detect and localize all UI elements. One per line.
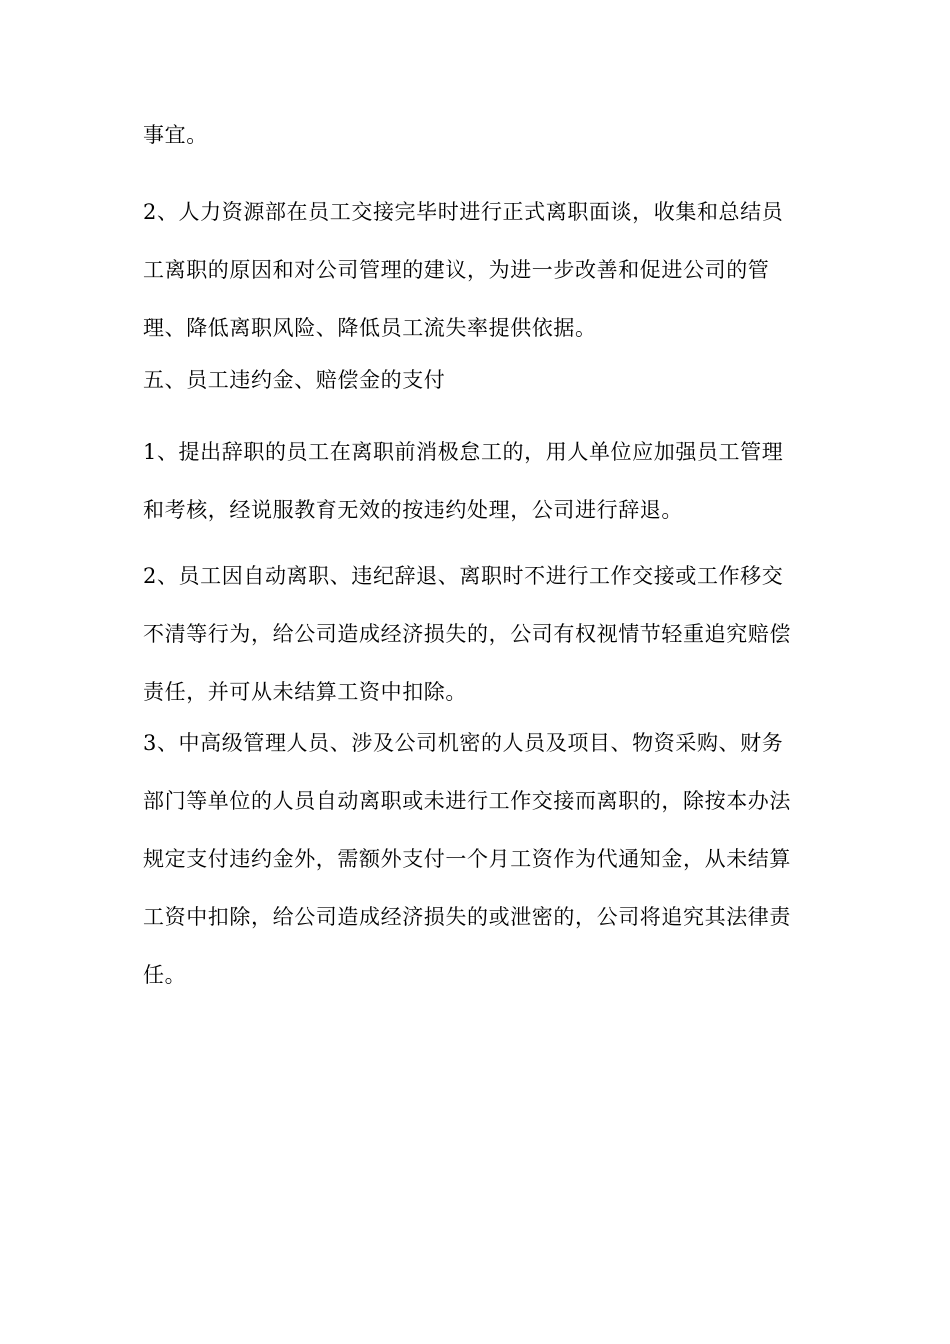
text-line: 理、降低离职风险、降低员工流失率提供依据。 [143, 316, 597, 340]
paragraph-clause-3 [143, 714, 810, 1004]
text-line: 责任，并可从未结算工资中扣除。 [143, 680, 467, 704]
text-line: 工资中扣除，给公司造成经济损失的或泄密的，公司将追究其法律责 [143, 905, 791, 929]
text-line: 2、人力资源部在员工交接完毕时进行正式离职面谈，收集和总结员 [143, 200, 784, 224]
paragraph-exit-interview [143, 183, 810, 357]
text-line: 不清等行为，给公司造成经济损失的，公司有权视情节轻重追究赔偿 [143, 622, 791, 646]
text-line: 1、提出辞职的员工在离职前消极怠工的，用人单位应加强员工管理 [143, 440, 784, 464]
text-line: 和考核，经说服教育无效的按违约处理，公司进行辞退。 [143, 498, 683, 522]
text-line: 2、员工因自动离职、违纪辞退、离职时不进行工作交接或工作移交 [143, 564, 784, 588]
text-line: 事宜。 [143, 123, 208, 147]
text-line: 部门等单位的人员自动离职或未进行工作交接而离职的，除按本办法 [143, 789, 791, 813]
paragraph-continuation [143, 106, 810, 164]
section-heading [143, 351, 810, 409]
text-line: 3、中高级管理人员、涉及公司机密的人员及项目、物资采购、财务 [143, 731, 784, 755]
heading-line: 五、员工违约金、赔偿金的支付 [143, 368, 446, 392]
paragraph-clause-2 [143, 547, 810, 721]
text-line: 任。 [143, 963, 187, 987]
text-line: 规定支付违约金外，需额外支付一个月工资作为代通知金，从未结算 [143, 847, 791, 871]
text-line: 工离职的原因和对公司管理的建议，为进一步改善和促进公司的管 [143, 258, 770, 282]
paragraph-clause-1 [143, 423, 810, 539]
